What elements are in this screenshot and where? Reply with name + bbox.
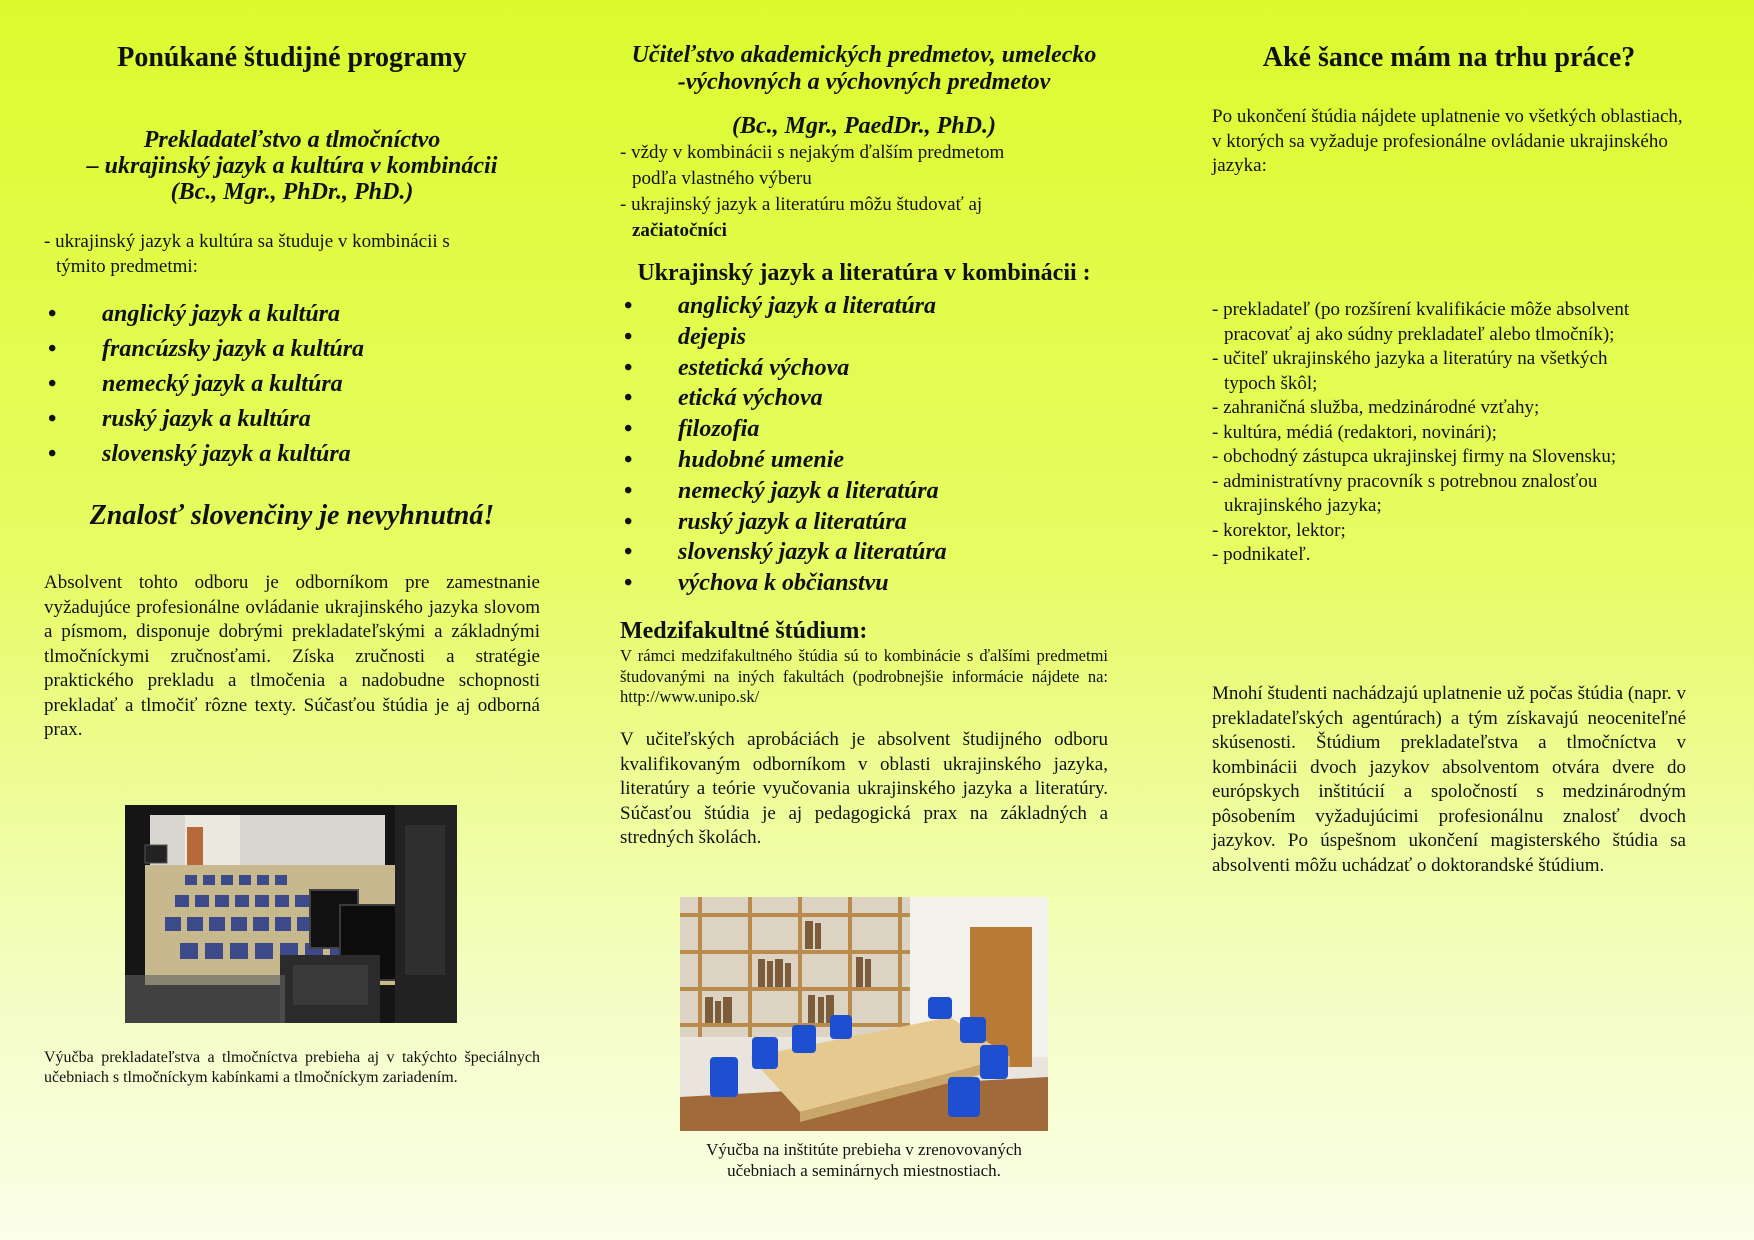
list-item: • estetická výchova — [620, 354, 1108, 385]
left-paragraph: Absolvent tohto odboru je odborníkom pre zamestnanie vyžadujúce profesionálne ovládanie ukrajinského jazyka slovom a písmom, disponuje dobrými prekladateľskými a základnými tlmočníckymi zručnosťami. Získa zručnosti a stratégie praktického prekladu a tlmočenia a nadobudne schopnosti prekladať a tlmočiť rôzne texty. Súčasťou štúdia je aj odborná prax. — [44, 572, 540, 740]
list-item: • ruský jazyk a literatúra — [620, 508, 1108, 539]
list-item: • anglický jazyk a kultúra — [44, 298, 540, 333]
list-item: • filozofia — [620, 415, 1108, 446]
teaching-combination-list — [620, 292, 1108, 600]
list-item: • ruský jazyk a kultúra — [44, 403, 540, 438]
right-title: Aké šance mám na trhu práce? — [1262, 42, 1636, 73]
teaching-degrees: (Bc., Mgr., PaedDr., PhD.) — [732, 113, 996, 139]
list-item: • nemecký jazyk a literatúra — [620, 477, 1108, 508]
right-intro: Po ukončení štúdia nájdete uplatnenie vo všetkých oblastiach, v ktorých sa vyžaduje profesionálne ovládanie ukrajinského jazyka: — [1212, 106, 1683, 176]
note-1-line-1: - vždy v kombinácii s nejakým ďalším predmetom — [620, 142, 1005, 163]
list-item: - zahraničná služba, medzinárodné vzťahy; — [1212, 397, 1540, 418]
list-item: - kultúra, médiá (redaktori, novinári); — [1212, 421, 1497, 443]
left-column — [44, 0, 540, 1240]
list-item: - administratívny pracovník s potrebnou znalosťou ukrajinského jazyka; — [1212, 470, 1598, 516]
program-subtitle — [44, 127, 540, 205]
slovak-requirement-notice: Znalosť slovenčiny je nevyhnutná! — [89, 500, 495, 531]
list-item: - učiteľ ukrajinského jazyka a literatúry na všetkých typoch škôl; — [1212, 348, 1608, 394]
left-title: Ponúkané študijné programy — [117, 42, 467, 73]
right-paragraph: Mnohí študenti nachádzajú uplatnenie už počas štúdia (napr. v prekladateľských agentúrach) a tým získavajú neoceniteľné skúsenosti. Štúdium prekladateľstva a tlmočníctva v kombinácii dvoch jazykov absolventom otvára dvere do európskych inštitúcií a spoločností s medzinárodným pôsobením vyžadujúcimi profesionálnu znalosť dvoch jazykov. Po úspešnom ukončení magisterského štúdia sa absolventi môžu uchádzať o doktorandské štúdium. — [1212, 683, 1686, 876]
note-2-line-2: začiatočníci — [632, 220, 727, 241]
interfaculty-text: V rámci medzifakultného štúdia sú to kombinácie s ďalšími predmetmi študovanými na iných fakultách (podrobnejšie informácie nájdete na: http://www.unipo.sk/ — [620, 646, 1108, 706]
list-item: • hudobné umenie — [620, 446, 1108, 477]
subtitle-line-2: – ukrajinský jazyk a kultúra v kombinácii — [86, 153, 498, 179]
combination-list-title: Ukrajinský jazyk a literatúra v kombinácii : — [637, 260, 1091, 286]
note-2-line-1: - ukrajinský jazyk a literatúru môžu študovať aj — [620, 194, 983, 215]
left-intro-line-1: - ukrajinský jazyk a kultúra sa študuje v kombinácii s — [44, 231, 450, 252]
list-item: • francúzsky jazyk a kultúra — [44, 333, 540, 368]
right-column — [1212, 0, 1686, 1240]
list-item: • dejepis — [620, 323, 1108, 354]
note-1-line-2: podľa vlastného výberu — [632, 168, 812, 189]
caption-line-2: učebniach a seminárnych miestnostiach. — [727, 1161, 1001, 1180]
left-photo-caption: Výučba prekladateľstva a tlmočníctva prebieha aj v takýchto špeciálnych učebniach s tlmočníckym kabínkami a tlmočníckym zariadením. — [44, 1049, 540, 1086]
list-item: - podnikateľ. — [1212, 544, 1311, 565]
teaching-title-line-1: Učiteľstvo akademických predmetov, umelecko — [631, 42, 1097, 68]
list-item: • etická výchova — [620, 384, 1108, 415]
list-item: • slovenský jazyk a literatúra — [620, 538, 1108, 569]
teaching-program-title — [620, 42, 1108, 96]
teaching-title-line-2: -výchovných a výchovných predmetov — [677, 69, 1051, 95]
list-item: - obchodný zástupca ukrajinskej firmy na Slovensku; — [1212, 446, 1617, 467]
middle-photo-caption — [620, 1139, 1108, 1181]
subtitle-line-3: (Bc., Mgr., PhDr., PhD.) — [170, 179, 414, 205]
list-item: • nemecký jazyk a kultúra — [44, 368, 540, 403]
middle-column — [620, 0, 1108, 1240]
interfaculty-title: Medzifakultné štúdium: — [620, 618, 868, 644]
list-item: • výchova k občianstvu — [620, 569, 1108, 600]
job-opportunities-list — [1212, 298, 1686, 568]
middle-paragraph: V učiteľských aprobáciách je absolvent študijného odboru kvalifikovaným odborníkom v oblasti ukrajinského jazyka, literatúry a teórie vyučovania ukrajinského jazyka a literatúry. Súčasťou štúdia je aj pedagogická prax na základných a stredných školách. — [620, 729, 1108, 848]
left-intro-line-2: týmito predmetmi: — [56, 255, 198, 277]
list-item: - korektor, lektor; — [1212, 519, 1346, 541]
subtitle-line-1: Prekladateľstvo a tlmočníctvo — [143, 127, 441, 153]
teaching-notes — [620, 140, 1108, 244]
list-item: - prekladateľ (po rozšírení kvalifikácie môže absolvent pracovať aj ako súdny prekladateľ alebo tlmočník); — [1212, 299, 1630, 345]
list-item: • anglický jazyk a literatúra — [620, 292, 1108, 323]
seminar-room-illustration — [680, 897, 1048, 1131]
seminar-room-photo — [680, 897, 1048, 1131]
left-intro — [44, 230, 540, 279]
classroom-photo-illustration — [125, 805, 457, 1023]
list-item: • slovenský jazyk a kultúra — [44, 438, 540, 473]
language-combination-list — [44, 298, 540, 473]
interpreting-booth-photo — [125, 805, 457, 1023]
caption-line-1: Výučba na inštitúte prebieha v zrenovovaných — [706, 1140, 1022, 1159]
